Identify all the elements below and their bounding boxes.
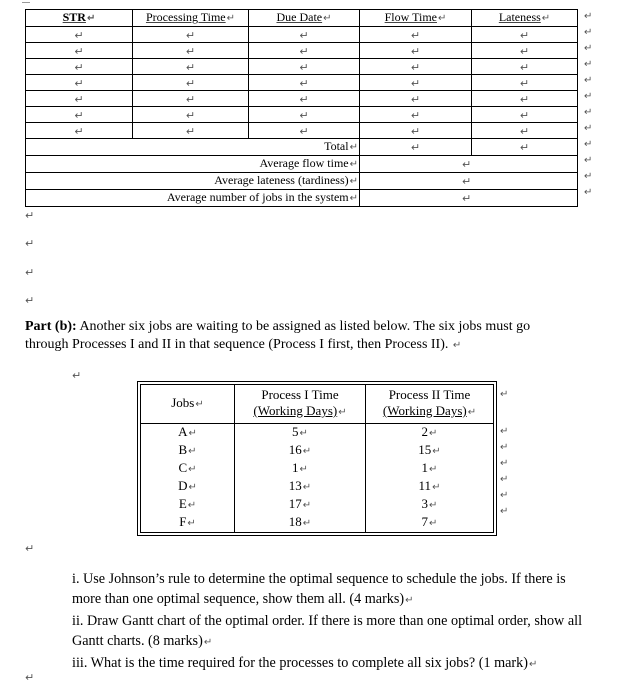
header-processing-time: Processing Time↵ bbox=[133, 10, 249, 27]
avg-lateness-label: Average lateness (tardiness)↵ bbox=[26, 173, 360, 190]
paragraph-mark: ↵ bbox=[25, 266, 35, 279]
table-row: E↵ 17↵ 3↵ bbox=[141, 496, 494, 514]
paragraph-mark: ↵ bbox=[25, 209, 35, 222]
summary-row: Average flow time↵ ↵ bbox=[26, 156, 578, 173]
table-row: ↵ ↵ ↵ ↵ ↵ bbox=[26, 27, 578, 43]
table-header-row bbox=[26, 10, 578, 27]
total-row: Total↵ ↵ ↵ bbox=[26, 139, 578, 156]
table-row: ↵ ↵ ↵ ↵ ↵ bbox=[26, 123, 578, 139]
question-1: i. Use Johnson’s rule to determine the optimal sequence to schedule the jobs. If there is more than one optimal sequence, show them all. (4 marks)↵ bbox=[72, 571, 566, 607]
table-row: D↵ 13↵ 11↵ bbox=[141, 478, 494, 496]
jobs-table bbox=[140, 384, 494, 533]
table-row: B↵ 16↵ 15↵ bbox=[141, 442, 494, 460]
row-end-mark: ↵ bbox=[584, 91, 593, 102]
table-row: A↵ 5↵ 2↵ bbox=[141, 424, 494, 443]
header-lateness: Lateness↵ bbox=[472, 10, 578, 27]
paragraph-mark: ↵ bbox=[25, 294, 35, 307]
row-end-mark: ↵ bbox=[500, 474, 509, 485]
table-row: ↵ ↵ ↵ ↵ ↵ bbox=[26, 59, 578, 75]
total-label: Total↵ bbox=[26, 139, 360, 156]
part-b-text: Another six jobs are waiting to be assigned as listed below. The six jobs must go through Processes I and II in that sequence (Process I first, then Process II). bbox=[25, 319, 531, 352]
table-row: ↵ ↵ ↵ ↵ ↵ bbox=[26, 107, 578, 123]
row-end-mark: ↵ bbox=[584, 43, 593, 54]
row-end-mark: ↵ bbox=[500, 389, 509, 400]
table-row: ↵ ↵ ↵ ↵ ↵ bbox=[26, 75, 578, 91]
table-row: C↵ 1↵ 1↵ bbox=[141, 460, 494, 478]
table-row: ↵ ↵ ↵ ↵ ↵ bbox=[26, 91, 578, 107]
table-corner-marker bbox=[22, 2, 30, 3]
paragraph-mark: ↵ bbox=[25, 671, 35, 684]
question-list bbox=[72, 569, 587, 675]
header-process-2: Process II Time (Working Days)↵ bbox=[366, 385, 494, 424]
paragraph-mark: ↵ bbox=[25, 542, 35, 555]
row-end-mark: ↵ bbox=[500, 490, 509, 501]
header-str: STR↵ bbox=[26, 10, 133, 27]
row-end-mark: ↵ bbox=[500, 426, 509, 437]
avg-jobs-label: Average number of jobs in the system↵ bbox=[26, 190, 360, 207]
avg-flow-time-label: Average flow time↵ bbox=[26, 156, 360, 173]
header-flow-time: Flow Time↵ bbox=[360, 10, 472, 27]
row-end-mark: ↵ bbox=[500, 458, 509, 469]
row-end-mark: ↵ bbox=[584, 27, 593, 38]
header-jobs: Jobs↵ bbox=[141, 385, 235, 424]
row-end-mark: ↵ bbox=[584, 75, 593, 86]
scheduling-table bbox=[25, 9, 578, 207]
header-due-date: Due Date↵ bbox=[249, 10, 360, 27]
question-2: ii. Draw Gantt chart of the optimal order. If there is more than one optimal order, show all Gantt charts. (8 marks)↵ bbox=[72, 613, 583, 649]
part-b-label: Part (b): bbox=[25, 319, 77, 334]
row-end-mark: ↵ bbox=[584, 187, 593, 198]
part-b-paragraph: Part (b): Another six jobs are waiting to be assigned as listed below. The six jobs must go through Processes I and II in that sequence (Process I first, then Process II). ↵ bbox=[25, 319, 531, 352]
header-process-1: Process I Time (Working Days)↵ bbox=[235, 385, 366, 424]
question-3: iii. What is the time required for the processes to complete all six jobs? (1 mark)↵ bbox=[72, 655, 538, 671]
row-end-mark: ↵ bbox=[584, 107, 593, 118]
row-end-mark: ↵ bbox=[500, 506, 509, 517]
row-end-mark: ↵ bbox=[584, 11, 593, 22]
paragraph-mark: ↵ bbox=[72, 369, 82, 382]
row-end-mark: ↵ bbox=[584, 171, 593, 182]
row-end-mark: ↵ bbox=[584, 139, 593, 150]
row-end-mark: ↵ bbox=[584, 59, 593, 70]
summary-row: Average number of jobs in the system↵ ↵ bbox=[26, 190, 578, 207]
row-end-mark: ↵ bbox=[584, 123, 593, 134]
jobs-table-header bbox=[141, 385, 494, 424]
row-end-mark: ↵ bbox=[584, 155, 593, 166]
row-end-mark: ↵ bbox=[500, 442, 509, 453]
table-row: F↵ 18↵ 7↵ bbox=[141, 514, 494, 533]
table-row: ↵ ↵ ↵ ↵ ↵ bbox=[26, 43, 578, 59]
paragraph-mark: ↵ bbox=[25, 237, 35, 250]
summary-row: Average lateness (tardiness)↵ ↵ bbox=[26, 173, 578, 190]
